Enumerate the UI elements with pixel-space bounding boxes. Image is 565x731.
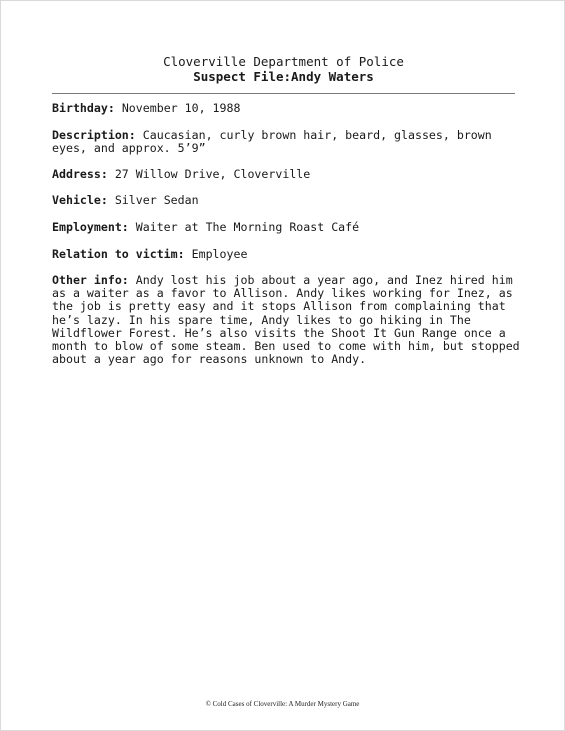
employment-field <box>52 221 522 234</box>
employment-value: Waiter at The Morning Roast Café <box>135 220 360 234</box>
birthday-value: November 10, 1988 <box>121 101 241 115</box>
description-value: Caucasian, curly brown hair, beard, glasses, brown eyes, and approx. 5’9” <box>52 128 492 156</box>
relation-field <box>52 248 522 261</box>
other-info-field <box>52 274 522 366</box>
copyright-footer: © Cold Cases of Cloverville: A Murder Mystery Game <box>205 700 360 708</box>
department-name: Cloverville Department of Police <box>163 54 404 69</box>
relation-label: Relation to victim: <box>52 247 185 261</box>
other-info-value: Andy lost his job about a year ago, and Inez hired him as a waiter as a favor to Allison. Andy likes working for Inez, as the job is pretty easy and it stops Allison from complaining that he’s lazy. In his spare time, Andy likes to go hiking in The Wildflower Forest. He’s also visits the Shoot It Gun Range once a month to blow of some steam. Ben used to come with him, but stopped about a year ago for reasons unknown to Andy. <box>52 273 520 367</box>
address-value: 27 Willow Drive, Cloverville <box>114 167 311 181</box>
other-info-label: Other info: <box>52 273 129 287</box>
relation-value: Employee <box>191 247 248 261</box>
birthday-label: Birthday: <box>52 101 115 115</box>
vehicle-value: Silver Sedan <box>114 193 199 207</box>
vehicle-label: Vehicle: <box>52 193 108 207</box>
suspect-file-title: Suspect File:Andy Waters <box>193 69 374 84</box>
birthday-field <box>52 102 522 115</box>
description-field <box>52 129 522 155</box>
address-field <box>52 168 522 181</box>
address-label: Address: <box>52 167 108 181</box>
employment-label: Employment: <box>52 220 129 234</box>
vehicle-field <box>52 194 522 207</box>
header-divider <box>52 93 515 94</box>
description-label: Description: <box>52 128 136 142</box>
document-header <box>52 55 515 84</box>
